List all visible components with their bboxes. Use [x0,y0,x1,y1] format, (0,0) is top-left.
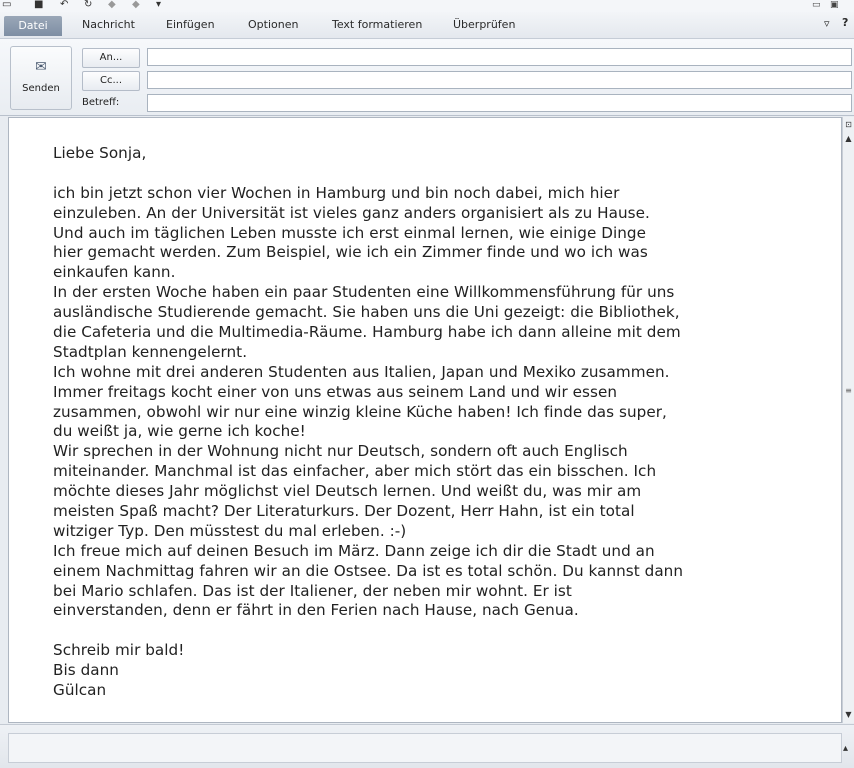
message-line: In der ersten Woche haben ein paar Studenten eine Willkommensführung für uns [53,283,675,302]
ruler-toggle-icon[interactable]: ⊡ [845,120,852,129]
restore-window-icon[interactable]: ▣ [830,0,839,10]
undo-icon[interactable]: ↶ [60,0,69,10]
message-line: Liebe Sonja, [53,144,147,162]
scroll-up-icon[interactable]: ▲ [845,134,852,143]
message-line: Bis dann [53,661,119,680]
message-line: Und auch im täglichen Leben musste ich erst einmal lernen, wie einige Dinge [53,223,646,242]
message-line: hier gemacht werden. Zum Beispiel, wie ich ein Zimmer finde und wo ich was [53,243,648,262]
message-line: einem Nachmittag fahren wir an die Ostsee. Da ist es total schön. Du kannst dann [53,561,684,580]
tab-options[interactable]: Optionen [248,18,299,31]
ribbon-tab-bar [0,12,854,39]
save-icon[interactable]: ■ [34,0,44,10]
message-line: bei Mario schlafen. Das ist der Italiener, der neben mir wohnt. Er ist [53,581,572,600]
up-arrow-icon[interactable]: ◆ [108,0,116,10]
cc-button[interactable]: Cc... [82,71,140,91]
down-arrow-icon[interactable]: ◆ [132,0,140,10]
scroll-down-icon[interactable]: ▼ [845,710,852,719]
message-line: Stadtplan kennengelernt. [53,342,248,361]
message-line: zusammen, obwohl wir nur eine winzig kleine Küche haben! Ich finde das super, [53,402,667,421]
message-line: die Cafeteria und die Multimedia-Räume. Hamburg habe ich dann alleine mit dem [53,323,681,342]
tab-review[interactable]: Überprüfen [453,18,516,31]
help-icon[interactable]: ? [842,16,849,29]
quick-access-toolbar [0,0,854,12]
send-envelope-icon: ✉ [35,59,47,75]
message-line: Wir sprechen in der Wohnung nicht nur Deutsch, sondern oft auch Englisch [53,442,628,461]
folder-icon[interactable]: ▭ [2,0,12,10]
message-line: möchte dieses Jahr möglichst viel Deutsch lernen. Und weißt du, was mir am [53,482,642,501]
message-line: ausländische Studierende gemacht. Sie haben uns die Uni gezeigt: die Bibliothek, [53,303,680,322]
customize-icon[interactable]: ▾ [156,0,162,10]
scroll-thumb[interactable]: ≡ [845,386,852,395]
expand-pane-icon[interactable]: ▴ [843,743,849,754]
vertical-scrollbar[interactable] [842,117,854,723]
message-line: Immer freitags kocht einer von uns etwas aus seinem Land und wir essen [53,382,618,401]
to-button[interactable]: An... [82,48,140,68]
message-body-text[interactable] [53,144,813,701]
message-line: einverstanden, denn er fährt in den Ferien nach Hause, nach Genua. [53,601,579,620]
tab-file[interactable]: Datei [4,16,62,36]
redo-icon[interactable]: ↻ [84,0,93,10]
send-button-label: Senden [22,83,60,94]
message-line: Ich wohne mit drei anderen Studenten aus Italien, Japan und Mexiko zusammen. [53,362,670,381]
message-line: du weißt ja, wie gerne ich koche! [53,422,306,441]
message-line: witziger Typ. Den müsstest du mal erleben. :-) [53,521,407,540]
to-field[interactable] [147,48,852,66]
minimize-ribbon-icon[interactable]: ▭ [812,0,821,10]
tab-message[interactable]: Nachricht [82,18,135,31]
message-line: ich bin jetzt schon vier Wochen in Hamburg und bin noch dabei, mich hier [53,183,620,202]
message-line: Ich freue mich auf deinen Besuch im März. Dann zeige ich dir die Stadt und an [53,541,655,560]
message-line: einzuleben. An der Universität ist vieles ganz anders organisiert als zu Hause. [53,203,650,222]
message-line: miteinander. Manchmal ist das einfacher, aber mich stört das ein bisschen. Ich [53,462,657,481]
people-pane-bar [0,724,854,768]
ribbon-collapse-icon[interactable]: ▿ [824,17,830,30]
message-header [0,39,854,116]
message-body-editor[interactable] [8,117,842,723]
cc-field[interactable] [147,71,852,89]
message-line: Gülcan [53,681,107,700]
subject-field[interactable] [147,94,852,112]
subject-label: Betreff: [82,97,120,108]
message-line: einkaufen kann. [53,263,176,282]
message-line [53,164,813,184]
people-pane [8,733,842,763]
message-line: Schreib mir bald! [53,641,185,660]
message-line: meisten Spaß macht? Der Literaturkurs. Der Dozent, Herr Hahn, ist ein total [53,502,635,521]
tab-insert[interactable]: Einfügen [166,18,215,31]
send-button[interactable] [10,46,72,110]
tab-format-text[interactable]: Text formatieren [332,18,423,31]
message-line [53,621,813,641]
